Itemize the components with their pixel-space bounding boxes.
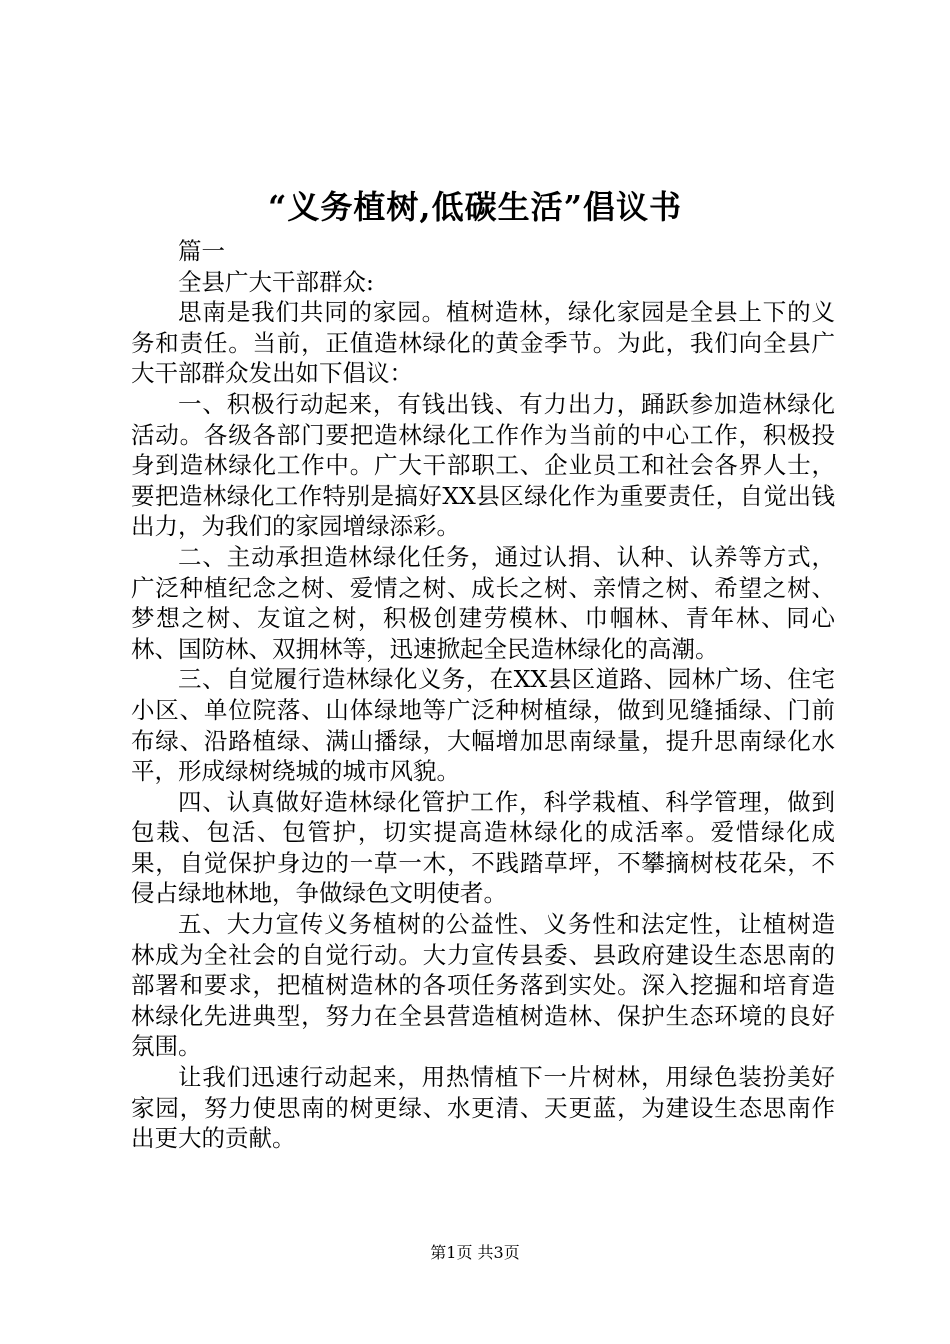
salutation: 全县广大干部群众: [178, 267, 374, 296]
paragraph-intro: 思南是我们共同的家园。植树造林，绿化家园是全县上下的义务和责任。当前，正值造林绿化的黄金季节。为此，我们向全县广大干部群众发出如下倡议： [131, 298, 835, 388]
paragraph-closing: 让我们迅速行动起来，用热情植下一片树林，用绿色装扮美好家园，努力使思南的树更绿、水更清、天更蓝，为建设生态思南作出更大的贡献。 [131, 1063, 835, 1153]
paragraph-item-3: 三、自觉履行造林绿化义务，在XX县区道路、园林广场、住宅小区、单位院落、山体绿地等广泛种树植绿，做到见缝插绿、门前布绿、沿路植绿、满山播绿，大幅增加思南绿量，提升思南绿化水平，形成绿树绕城的城市风貌。 [131, 665, 835, 786]
page-number-footer: 第1页 共3页 [430, 1243, 520, 1262]
paragraph-item-4: 四、认真做好造林绿化管护工作，科学栽植、科学管理，做到包栽、包活、包管护，切实提高造林绿化的成活率。爱惜绿化成果，自觉保护身边的一草一木，不践踏草坪，不攀摘树枝花朵，不侵占绿地林地，争做绿色文明使者。 [131, 787, 835, 908]
paragraph-item-2: 二、主动承担造林绿化任务，通过认捐、认种、认养等方式，广泛种植纪念之树、爱情之树、成长之树、亲情之树、希望之树、梦想之树、友谊之树，积极创建劳模林、巾帼林、青年林、同心林、国防林、双拥林等，迅速掀起全民造林绿化的高潮。 [131, 542, 835, 663]
paragraph-item-1: 一、积极行动起来，有钱出钱、有力出力，踊跃参加造林绿化活动。各级各部门要把造林绿化工作作为当前的中心工作，积极投身到造林绿化工作中。广大干部职工、企业员工和社会各界人士，要把造林绿化工作特别是搞好XX县区绿化作为重要责任，自觉出钱出力，为我们的家园增绿添彩。 [131, 389, 835, 541]
document-title: “义务植树,低碳生活”倡议书 [268, 188, 682, 226]
paragraph-item-5: 五、大力宣传义务植树的公益性、义务性和法定性，让植树造林成为全社会的自觉行动。大力宣传县委、县政府建设生态思南的部署和要求，把植树造林的各项任务落到实处。深入挖掘和培育造林绿化先进典型，努力在全县营造植树造林、保护生态环境的良好氛围。 [131, 910, 835, 1061]
document-body [131, 236, 835, 1154]
section-label: 篇一 [178, 237, 225, 265]
